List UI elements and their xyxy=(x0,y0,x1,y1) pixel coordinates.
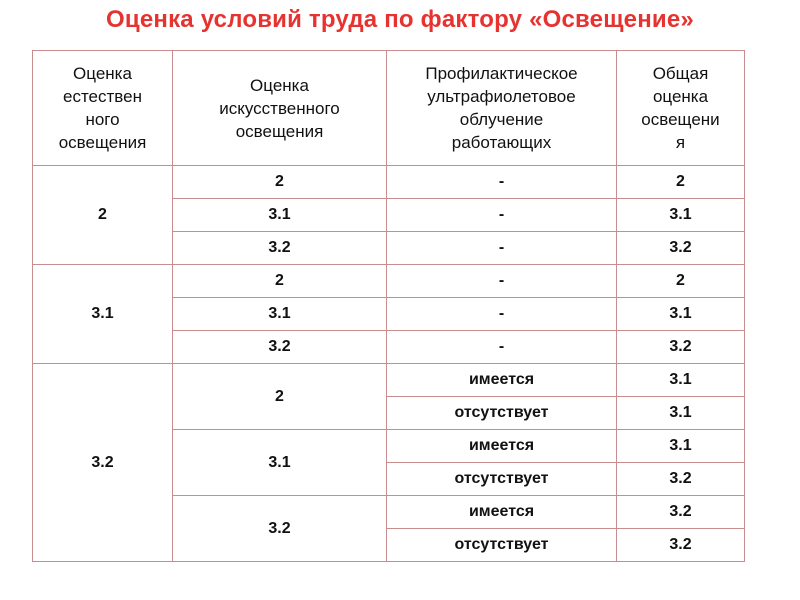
uv-cell: отсутствует xyxy=(387,463,617,496)
table-row xyxy=(33,265,745,298)
artificial-cell: 3.2 xyxy=(173,496,387,562)
overall-cell: 3.2 xyxy=(617,232,745,265)
header-artificial-lighting: Оценка искусственного освещения xyxy=(173,51,387,166)
artificial-cell: 2 xyxy=(173,166,387,199)
artificial-cell: 3.2 xyxy=(173,232,387,265)
artificial-cell: 2 xyxy=(173,364,387,430)
artificial-cell: 2 xyxy=(173,265,387,298)
uv-cell: - xyxy=(387,199,617,232)
overall-cell: 3.2 xyxy=(617,463,745,496)
artificial-cell: 3.1 xyxy=(173,298,387,331)
page-title: Оценка условий труда по фактору «Освещение» xyxy=(106,6,694,33)
overall-cell: 2 xyxy=(617,166,745,199)
overall-cell: 2 xyxy=(617,265,745,298)
natural-cell: 3.2 xyxy=(33,364,173,562)
table-row xyxy=(33,166,745,199)
uv-cell: - xyxy=(387,265,617,298)
overall-cell: 3.2 xyxy=(617,331,745,364)
overall-cell: 3.2 xyxy=(617,496,745,529)
overall-cell: 3.1 xyxy=(617,199,745,232)
lighting-assessment-table xyxy=(32,50,745,562)
uv-cell: имеется xyxy=(387,430,617,463)
header-uv-irradiation: Профилактическое ультрафиолетовое облучение работающих xyxy=(387,51,617,166)
overall-cell: 3.2 xyxy=(617,529,745,562)
uv-cell: - xyxy=(387,232,617,265)
artificial-cell: 3.2 xyxy=(173,331,387,364)
table-row xyxy=(33,364,745,397)
natural-cell: 3.1 xyxy=(33,265,173,364)
artificial-cell: 3.1 xyxy=(173,199,387,232)
header-row xyxy=(33,51,745,166)
overall-cell: 3.1 xyxy=(617,298,745,331)
uv-cell: отсутствует xyxy=(387,397,617,430)
uv-cell: имеется xyxy=(387,364,617,397)
overall-cell: 3.1 xyxy=(617,430,745,463)
header-overall-assessment: Общая оценка освещени я xyxy=(617,51,745,166)
overall-cell: 3.1 xyxy=(617,364,745,397)
uv-cell: отсутствует xyxy=(387,529,617,562)
artificial-cell: 3.1 xyxy=(173,430,387,496)
header-natural-lighting: Оценка естествен ного освещения xyxy=(33,51,173,166)
uv-cell: имеется xyxy=(387,496,617,529)
overall-cell: 3.1 xyxy=(617,397,745,430)
uv-cell: - xyxy=(387,331,617,364)
natural-cell: 2 xyxy=(33,166,173,265)
uv-cell: - xyxy=(387,298,617,331)
uv-cell: - xyxy=(387,166,617,199)
